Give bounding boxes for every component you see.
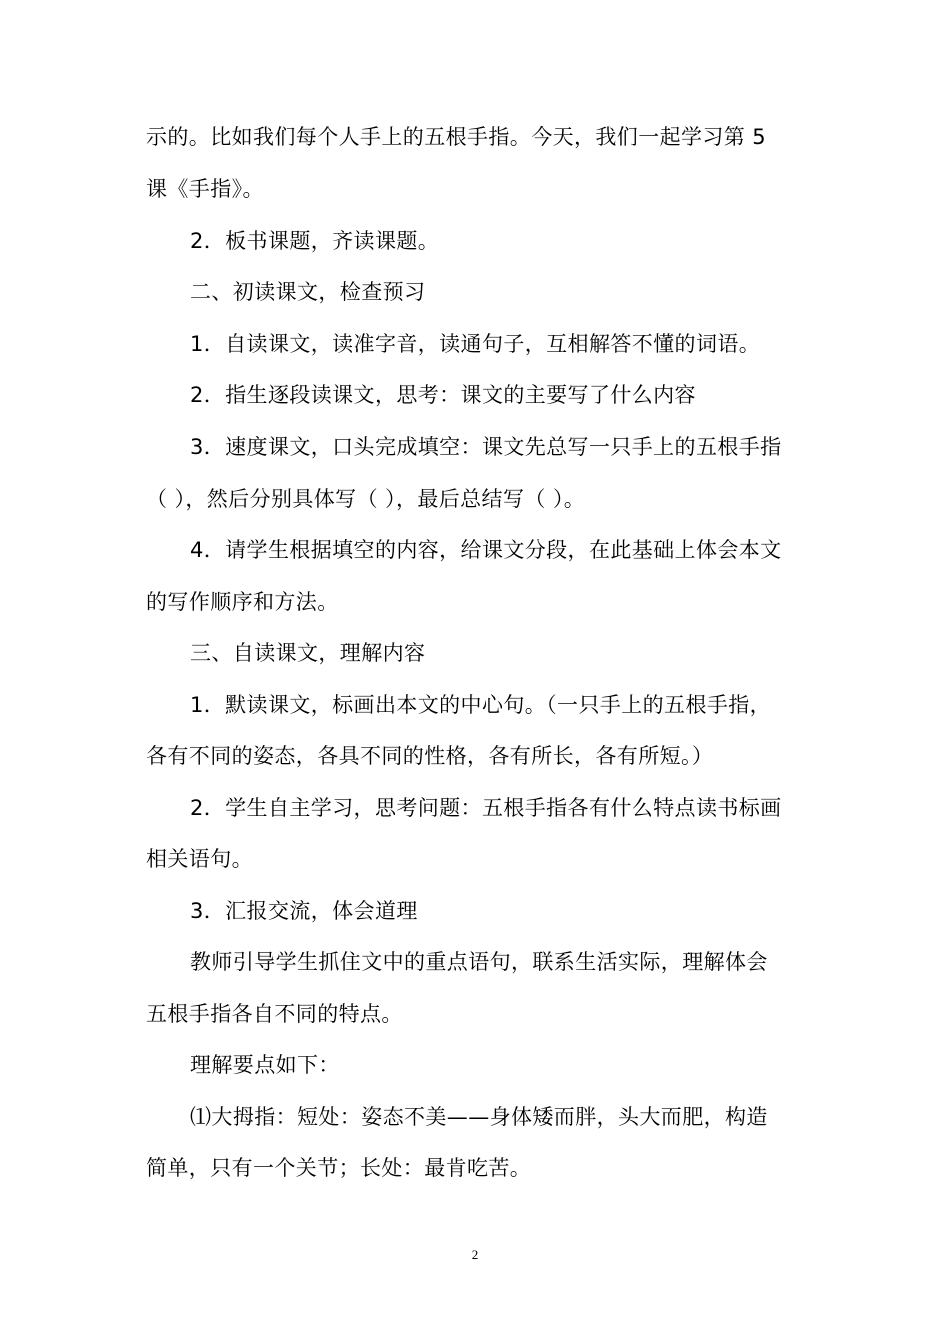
- text-line: 五根手指各自不同的特点。: [146, 1002, 403, 1026]
- text-line: 的写作顺序和方法。: [146, 590, 339, 614]
- text-line: 各有不同的姿态，各具不同的性格，各有所长，各有所短。）: [146, 744, 714, 768]
- text-line: 理解要点如下：: [190, 1053, 340, 1077]
- text-line: 相关语句。: [146, 847, 253, 871]
- text-line: 简单，只有一个关节；长处：最肯吃苦。: [146, 1156, 532, 1180]
- text-line: 1．默读课文，标画出本文的中心句。（一只手上的五根手指，: [190, 693, 772, 717]
- text-line: 2．指生逐段读课文，思考：课文的主要写了什么内容: [190, 383, 696, 407]
- text-line: 2．学生自主学习，思考问题：五根手指各有什么特点读书标画: [190, 796, 782, 820]
- text-line: 1．自读课文，读准字音，读通句子，互相解答不懂的词语。: [190, 332, 761, 356]
- section-heading: 二、初读课文，检查预习: [190, 280, 426, 304]
- text-line: 3．汇报交流，体会道理: [190, 899, 418, 923]
- page-number: 2: [471, 1247, 479, 1262]
- text-line: 4．请学生根据填空的内容，给课文分段，在此基础上体会本文: [190, 538, 782, 562]
- text-line: 示的。比如我们每个人手上的五根手指。今天，我们一起学习第 5: [146, 125, 767, 149]
- text-line: （ ），然后分别具体写（ ），最后总结写（ ）。: [146, 487, 586, 511]
- text-line: 3．速度课文，口头完成填空：课文先总写一只手上的五根手指: [190, 435, 782, 459]
- section-heading: 三、自读课文，理解内容: [190, 641, 426, 665]
- text-line: 教师引导学生抓住文中的重点语句，联系生活实际，理解体会: [190, 950, 768, 974]
- text-line: ⑴大拇指：短处：姿态不美——身体矮而胖，头大而肥，构造: [190, 1105, 768, 1129]
- text-line: 2．板书课题，齐读课题。: [190, 229, 440, 253]
- text-line: 课《手指》。: [146, 177, 264, 201]
